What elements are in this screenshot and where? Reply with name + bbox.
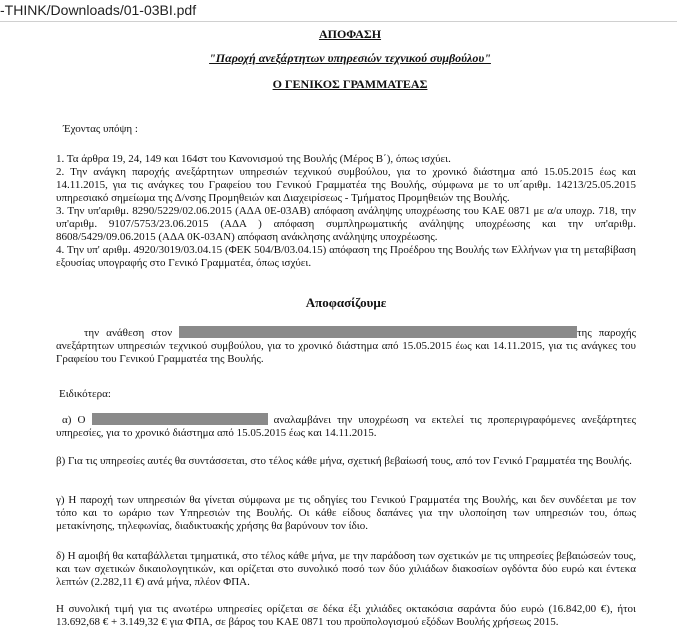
file-path: -THINK/Downloads/01-03BI.pdf [0, 2, 197, 18]
list-item: 1. Τα άρθρα 19, 24, 149 και 164στ του Κανονισμού της Βουλής (Μέρος Β΄), όπως ισχύει. [56, 153, 451, 165]
point-a [56, 413, 636, 440]
specifics-label: Ειδικότερα: [59, 388, 111, 400]
intro-text: Έχοντας υπόψη : [63, 123, 138, 135]
considerations-list [56, 153, 636, 270]
decision-heading: Αποφασίζουμε [305, 295, 387, 310]
list-item: 3. Την υπ'αριθμ. 8290/5229/02.06.2015 (ΑΔΑ 0Ε-03ΑΒ) απόφαση ανάληψης υποχρέωσης του ΚΑΕ 0871 με α/α υποχρ. 718, την υπ'αριθμ. 9107/5753/23.06.2015 (ΑΔΑ ) απόφαση συμπληρωματικής ανάληψης υποχρέωσης και την υπ'αριθμ. 8608/5429/09.06.2015 (ΑΔΑ 0Κ-03ΑΝ) απόφαση ανάκλησης ανάληψης υποχρέωσης. [56, 205, 636, 243]
list-item: 4. Την υπ' αριθμ. 4920/3019/03.04.15 (ΦΕΚ 504/Β/03.04.15) απόφαση της Προέδρου της Βουλής των Ελλήνων για τη μεταβίβαση εξουσίας υπογραφής στο Γενικό Γραμματέα, όπως ισχύει. [56, 244, 636, 269]
total-paragraph: Η συνολική τιμή για τις ανωτέρω υπηρεσίες ορίζεται σε δέκα έξι χιλιάδες οκτακόσια σαράντα δύο ευρώ (16.842,00 €), ήτοι 13.692,68 € + 3.149,32 € για ΦΠΑ, σε βάρος του ΚΑΕ 0871 του προϋπολογισμού εξόδων Βουλής χρήσεως 2015. [56, 603, 636, 628]
redacted-name-block [92, 413, 268, 425]
decision-lead: την ανάθεση στον [84, 327, 173, 339]
document-subtitle: "Παροχή ανεξάρτητων υπηρεσιών τεχνικού συμβούλου" [209, 51, 491, 65]
list-item: 2. Την ανάγκη παροχής ανεξάρτητων υπηρεσιών τεχνικού συμβούλου, για το χρονικό διάστημα από 15.05.2015 έως και 14.11.2015, για τις ανάγκες του Γραφείου του Γενικού Γραμματέα της Βουλής, σύμφωνα με το υπ΄αριθμ. 14213/25.05.2015 υπηρεσιακό σημείωμα της Δ/νσης Προμηθειών και Διαχειρίσεως - Τμήματος Προμηθειών της Βουλής. [56, 166, 636, 204]
window-title-bar [0, 0, 677, 20]
point-a-lead: α) Ο [62, 414, 86, 426]
document-authority: Ο ΓΕΝΙΚΟΣ ΓΡΑΜΜΑΤΕΑΣ [272, 77, 428, 91]
point-b: β) Για τις υπηρεσίες αυτές θα συντάσσεται, στο τέλος κάθε μήνα, σχετική βεβαίωσή τους, από τον Γενικό Γραμματέα της Βουλής. [56, 455, 632, 467]
decision-rest: της παροχής ανεξάρτητων υπηρεσιών τεχνικού συμβούλου, για το χρονικό διάστημα από 15.05.2015 έως και 14.11.2015, για τις ανάγκες του Γραφείου του Γενικού Γραμματέα της Βουλής. [56, 327, 636, 365]
pdf-page [0, 22, 677, 640]
point-c: γ) Η παροχή των υπηρεσιών θα γίνεται σύμφωνα με τις οδηγίες του Γενικού Γραμματέα της Βουλής, και δεν συνδέεται με τον τόπο και το ωράριο των Υπηρεσιών της Βουλής. Οι κάθε είδους δαπάνες για την υλοποίηση των υπηρεσιών του, όπως μετακίνησης, τηλεφωνίας, διαδικτυακής χρήσης θα βαρύνουν τον ίδιο. [56, 494, 636, 532]
point-a-rest: αναλαμβάνει την υποχρέωση να εκτελεί τις προπεριγραφόμενες ανεξάρτητες υπηρεσίες, για το χρονικό διάστημα από 15.05.2015 έως και 14.11.2015. [56, 414, 637, 439]
redacted-name-block [179, 326, 577, 338]
document-title: ΑΠΟΦΑΣΗ [318, 27, 382, 41]
point-d: δ) Η αμοιβή θα καταβάλλεται τμηματικά, στο τέλος κάθε μήνα, με την παράδοση των σχετικών με τις υπηρεσίες βεβαιώσεών τους, και των σχετικών δικαιολογητικών, και ορίζεται στο συνολικό ποσό των δύο χιλιάδων διακοσίων ογδόντα δύο ευρώ και έντεκα λεπτών (2.282,11 €) ανά μήνα, πλέον ΦΠΑ. [56, 550, 636, 588]
decision-paragraph [56, 326, 636, 366]
